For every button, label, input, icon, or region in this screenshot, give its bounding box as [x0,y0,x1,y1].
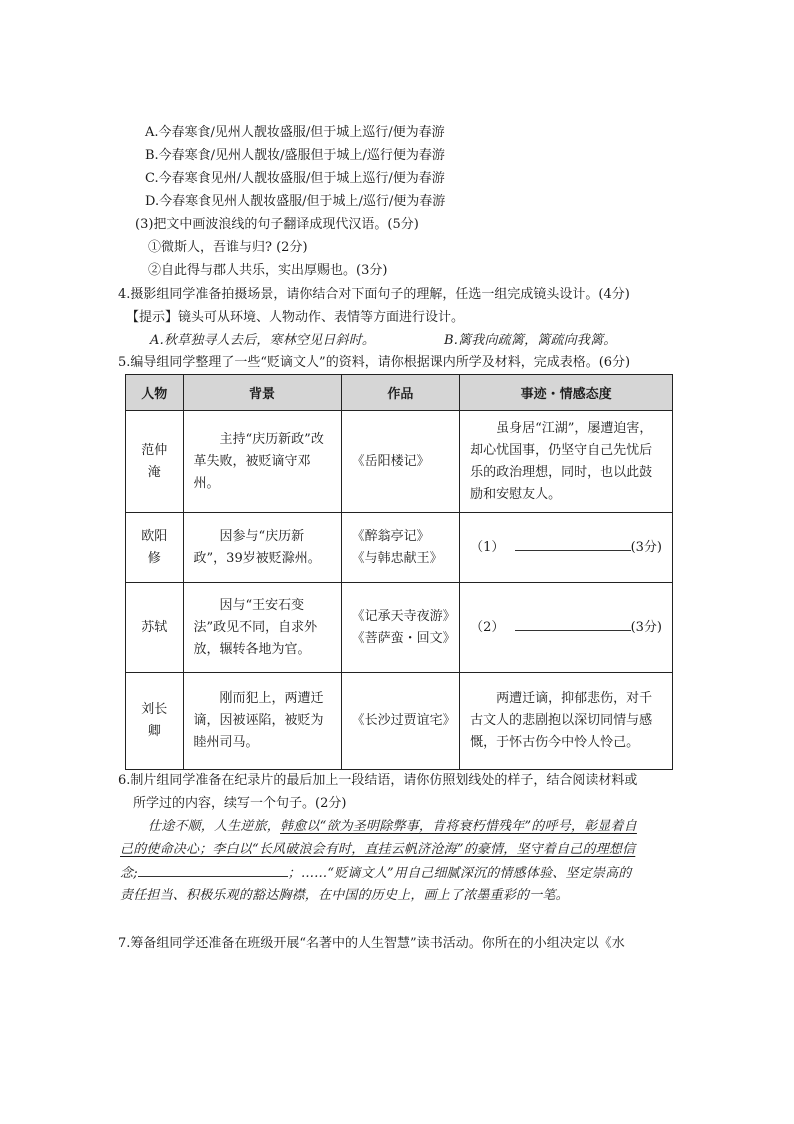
works-cell [341,673,460,770]
column-header: 作品 [341,375,460,411]
background-cell: 刚而犯上，两遭迁谪，因被诬陷，被贬为睦州司马。 [183,673,341,770]
q3-option-d: D.今春寒食见州人靓妆盛服/但于城上/巡行/便为春游 [145,194,446,209]
q4-option-b: B.篱我向疏篱，篱疏向我篱。 [444,333,617,348]
answer-blank-1[interactable] [515,538,631,551]
work-title: 《记承天寺夜游》 [351,608,456,624]
q4-hint: 【提示】镜头可从环境、人物动作、表情等方面进行设计。 [126,310,465,325]
answer-cell-1 [460,513,673,583]
table-row [126,513,673,583]
column-header: 人物 [126,375,184,411]
q6-stem-line2: 所学过的内容，续写一个句子。(2分) [133,796,347,811]
answer-score: (3分) [630,539,662,555]
deposed-literati-table [125,374,673,770]
table-row [126,583,673,673]
underlined-text: 韩愈以“欲为圣明除弊事，肯将衰朽惜残年”的呼号，彰显着自 [280,819,637,834]
background-cell: 因与“王安石变法”政见不同，自求外放，辗转各地为官。 [183,583,341,673]
works-cell [341,513,460,583]
q3-option-a: A.今春寒食/见州人靓妆盛服/但于城上巡行/便为春游 [145,125,445,140]
column-header: 背景 [183,375,341,411]
passage-text: ；……“贬谪文人”用自己细腻深沉的情感体验、坚定崇高的 [287,866,632,881]
work-title: 《与韩忠献王》 [351,550,443,566]
column-header: 事迹・情感态度 [460,375,673,411]
q6-passage-line3 [120,864,631,883]
q6-passage-line2: 己的使命决心；李白以“长风破浪会有时，直挂云帆济沧海”的豪情，坚守着自己的理想信 [120,842,636,857]
q4-stem: 4.摄影组同学准备拍摄场景，请你结合对下面句子的理解，任选一组完成镜头设计。(4分) [118,287,630,302]
q5-stem: 5.编导组同学整理了一些“贬谪文人”的资料，请你根据课内所学及材料，完成表格。(6分) [118,355,631,370]
q4-option-a: A.秋草独寻人去后，寒林空见日斜时。 [150,333,376,348]
works-cell [341,411,460,513]
q6-answer-blank[interactable] [138,864,288,877]
table-header-row [126,375,673,411]
background-cell: 主持“庆历新政”改革失败，被贬谪守邓州。 [183,411,341,513]
background-cell: 因参与“庆历新政”，39岁被贬滁州。 [183,513,341,583]
work-title: 《长沙过贾谊宅》 [351,713,456,728]
person-name: 欧阳修 [126,513,184,583]
person-name: 刘长卿 [126,673,184,770]
q3-item-2: ②自此得与郡人共乐，实出厚赐也。(3分) [148,263,388,278]
passage-text: 仕途不顺，人生逆旅， [148,819,281,834]
answer-number: （1） [470,539,505,555]
answer-score: (3分) [630,619,662,635]
q7-stem: 7.筹备组同学还准备在班级开展“名著中的人生智慧”读书活动。你所在的小组决定以《水 [118,936,625,951]
deed-cell: 虽身居“江湖”，屡遭迫害，却心忧国事，仍坚守自己先忧后乐的政治理想，同时，也以此鼓励和安慰友人。 [460,411,673,513]
answer-number: （2） [470,619,505,635]
passage-text: 念; [120,866,138,881]
person-name: 苏轼 [126,583,184,673]
answer-blank-2[interactable] [515,618,631,631]
works-cell [341,583,460,673]
work-title: 《岳阳楼记》 [351,453,430,469]
table-row [126,673,673,770]
work-title: 《菩萨蛮・回文》 [351,630,456,646]
person-name: 范仲淹 [126,411,184,513]
q3-option-c: C.今春寒食见州/人靓妆盛服/但于城上巡行/便为春游 [145,171,445,186]
answer-cell-2 [460,583,673,673]
q3-option-b: B.今春寒食/见州人靓妆/盛服但于城上/巡行便为春游 [145,148,445,163]
deed-cell: 两遭迁谪，抑郁悲伤，对千古文人的悲剧抱以深切同情与感慨，于怀古伤今中怜人怜己。 [460,673,673,770]
q3-sub3: (3)把文中画波浪线的句子翻译成现代汉语。(5分) [135,217,419,232]
table-row [126,411,673,513]
q6-passage-line1 [148,818,637,836]
q6-stem-line1: 6.制片组同学准备在纪录片的最后加上一段结语，请你仿照划线处的样子，结合阅读材料或 [118,773,638,788]
q3-item-1: ①微斯人，吾谁与归? (2分) [148,240,308,255]
work-title: 《醉翁亭记》 [351,528,430,544]
q6-passage-line4: 责任担当、积极乐观的豁达胸襟，在中国的历史上，画上了浓墨重彩的一笔。 [120,888,569,903]
